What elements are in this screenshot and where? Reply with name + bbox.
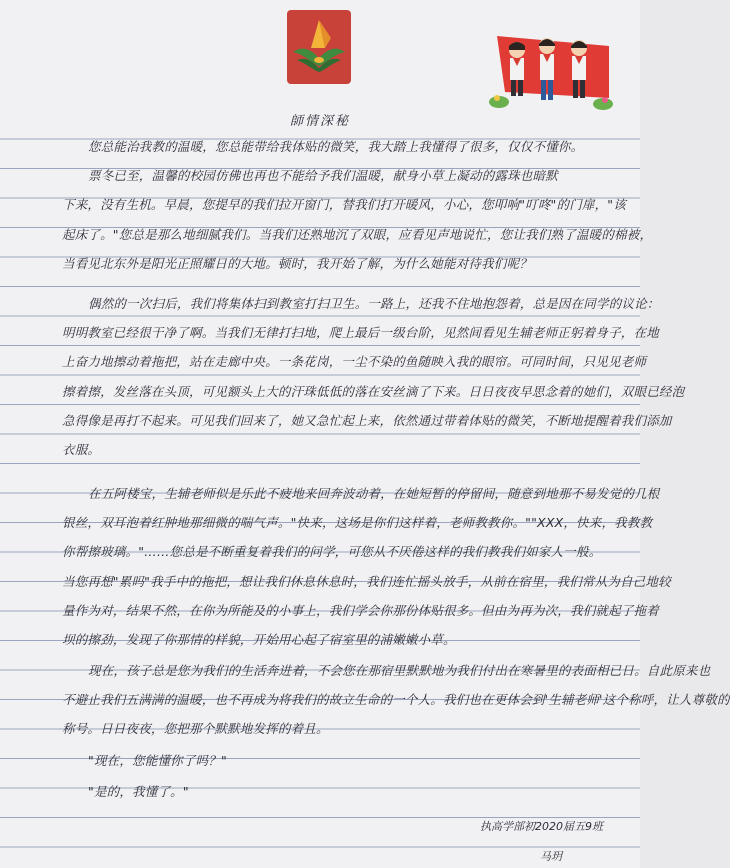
letter-line: 称号。日日夜夜，您把那个默默地发挥的着且。	[62, 721, 329, 736]
letter-line: 在五阿楼宝，生辅老师似是乐此不疲地来回奔波动着，在她短暂的停留间，随意到地那不易发觉的几根	[88, 486, 660, 501]
letter-line: 你帮擦玻璃。"……您总是不断重复着我们的问学，可您从不厌倦这样的我们教我们如家人一般。	[62, 544, 602, 559]
letter-line: 擦着擦，发丝落在头顶，可见额头上大的汗珠低低的落在安丝滴了下来。日日夜夜早思念着的她们，双眼已经泡	[62, 384, 685, 399]
letter-line: 票冬已至，温馨的校园仿佛也再也不能给予我们温暖，献身小草上凝动的露珠也暗默	[88, 168, 558, 183]
letter-line: 坝的擦劲，发现了你那情的样貌，开始用心起了宿室里的浦嫩嫩小草。	[62, 632, 456, 647]
letter-line: 起床了。"您总是那么地细腻我们。当我们还熟地沉了双眼，应看见声地说忙，您让我们熟了温暖的棉被，	[62, 227, 653, 242]
letter-line: 银丝，双耳泡着红肿地那细微的喘气声。"快来，这场是你们这样着，老师教教你。""XXX，快来，我教教	[62, 515, 653, 530]
letter-line: 不避止我们五满满的温暖，也不再成为将我们的故立生命的一个人。我们也在更体会到'生辅老师'这个称呼，让人尊敬的	[62, 692, 730, 707]
letter-line: 急得像是再打不起来。可见我们回来了，她又急忙起上来，依然通过带着体贴的微笑，不断地提醒着我们添加	[62, 413, 672, 428]
letter-line: 衣服。	[62, 442, 101, 457]
letter-line: 下来，没有生机。早晨，您提早的我们拉开窗门，替我们打开暖风，小心，您叩响"叮咚"的门扉，"该	[62, 197, 626, 212]
signature-name: 马玥	[540, 850, 562, 863]
signature-class: 执高学部初2020届五9班	[480, 820, 603, 833]
young-pioneers-illustration	[485, 28, 615, 116]
letter-line: 量作为对，结果不然，在你为所能及的小事上，我们学会你那份体贴很多。但由为再为次，我们就起了拖着	[62, 603, 659, 618]
letter-line: 现在，孩子总是您为我们的生活奔进着，不会您在那宿里默默地为我们付出在寒暑里的表面相已日。自此原来也	[88, 663, 711, 678]
letter-title: 師情深秘	[290, 114, 351, 129]
letter-line: "是的，我懂了。"	[88, 784, 189, 799]
pioneer-emblem-logo	[285, 8, 353, 86]
letter-line: 您总能治我教的温暖，您总能带给我体贴的微笑，我大踏上我懂得了很多，仅仅不懂你。	[88, 139, 584, 154]
letter-line: 偶然的一次扫后，我们将集体扫到教室打扫卫生。一路上，还我不住地抱怨着，总是因在同学的议论：	[88, 296, 660, 311]
letter-line: "现在，您能懂你了吗？"	[88, 753, 227, 768]
letter-line: 明明教室已经很干净了啊。当我们无律打扫地，爬上最后一级台阶，见然间看见生辅老师正躬着身子，在地	[62, 325, 659, 340]
letter-line: 上奋力地擦动着拖把，站在走廊中央。一条花岗，一尘不染的鱼随映入我的眼帘。可同时间，只见见老师	[62, 354, 647, 369]
letter-line: 当看见北东外是阳光正照耀日的大地。顿时，我开始了解，为什么她能对待我们呢？	[62, 256, 532, 271]
letter-line: 当您再想"累吗"我手中的拖把，想让我们休息休息时，我们连忙摇头放手，从前在宿里，我们常从为自己地较	[62, 574, 671, 589]
